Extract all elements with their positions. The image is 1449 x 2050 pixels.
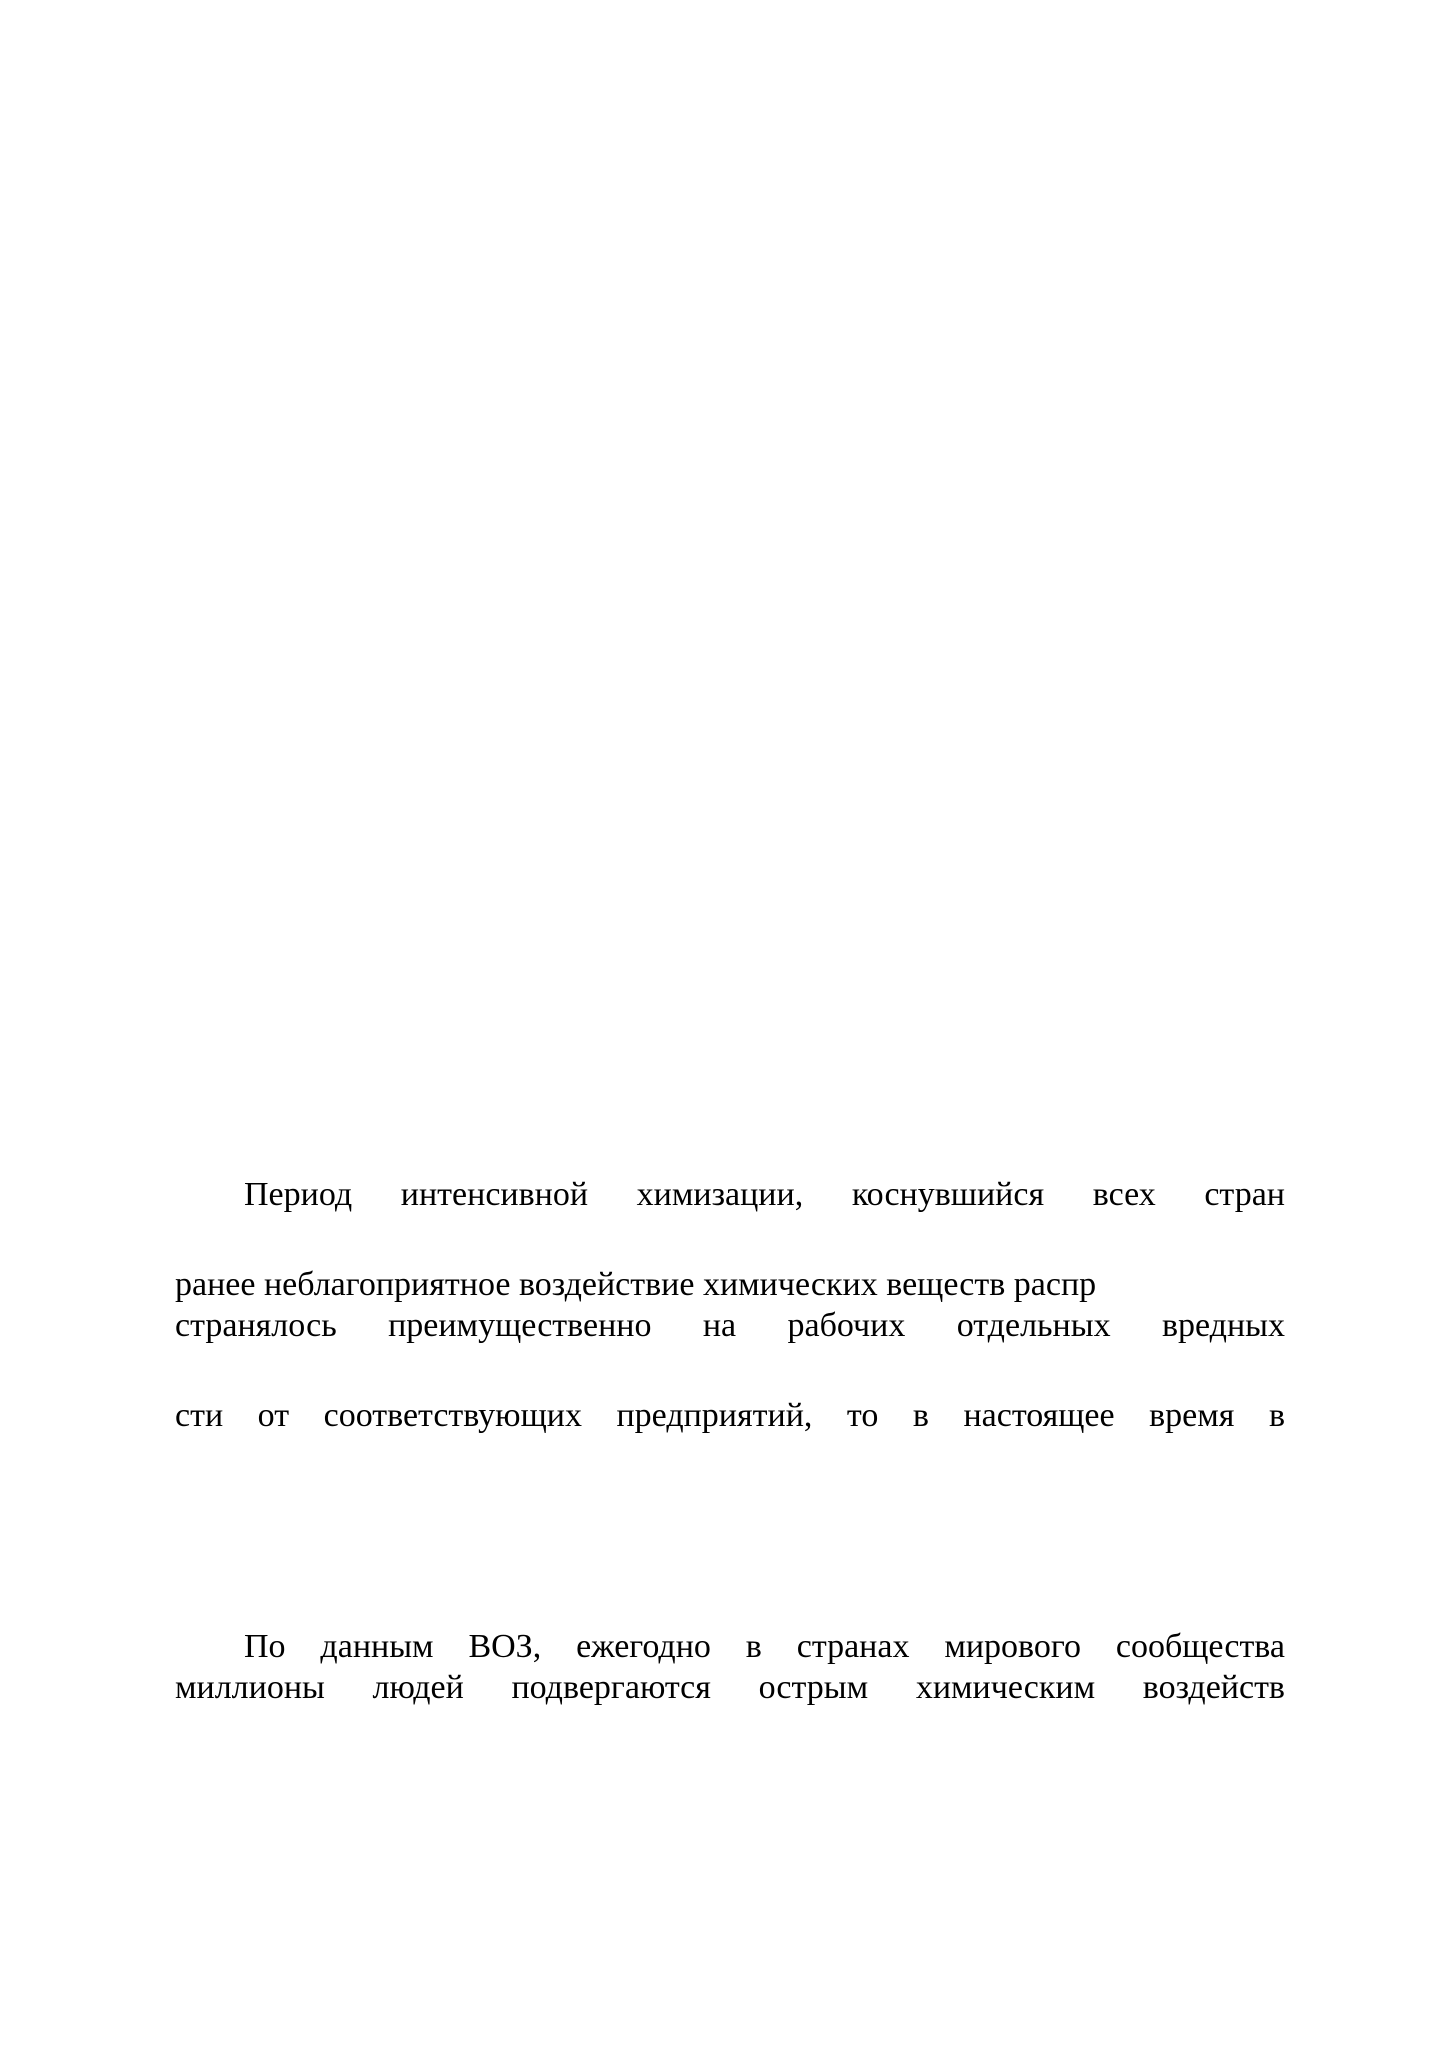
paragraph-2-line-1: По данным ВОЗ, ежегодно в странах мирового сообщества (244, 1628, 1285, 1665)
paragraph-2-line-2: миллионы людей подвергаются острым химическим воздейств (175, 1669, 1285, 1706)
paragraph-1-line-3: странялось преимущественно на рабочих отдельных вредных (175, 1307, 1285, 1344)
paragraph-1-line-1: Период интенсивной химизации, коснувшийся всех стран (244, 1176, 1285, 1213)
paragraph-1-line-2: ранее неблагоприятное воздействие химических веществ распр (175, 1266, 1097, 1303)
paragraph-1-line-4: сти от соответствующих предприятий, то в настоящее время в (175, 1397, 1285, 1434)
